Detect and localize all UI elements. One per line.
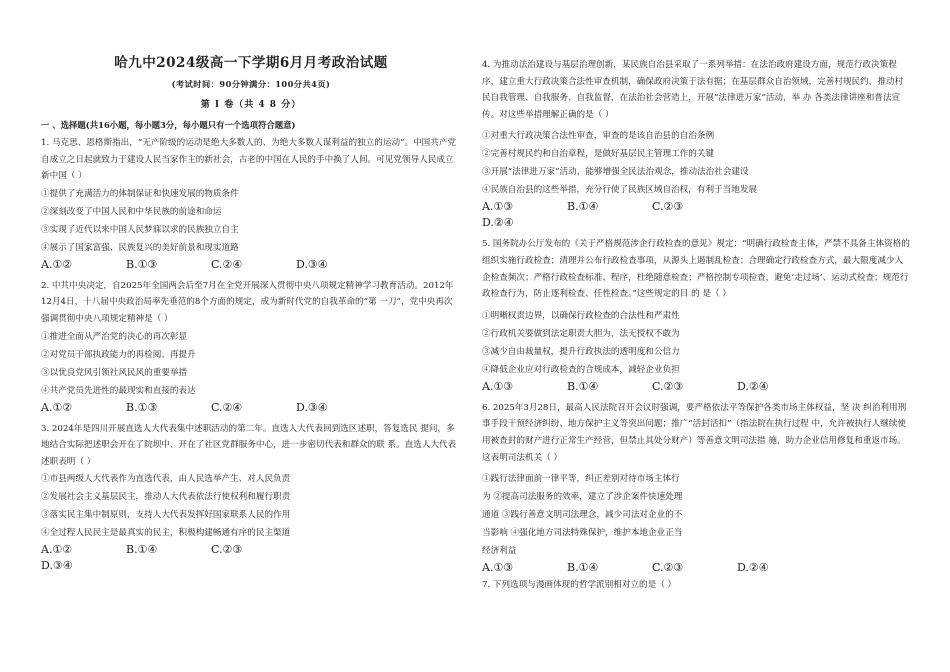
answer-row bbox=[41, 400, 461, 416]
option: ④全过程人民民主是最真实的民主，积极构建畅通有序的民主渠道 bbox=[41, 528, 291, 539]
answer-choice: B.①④ bbox=[567, 561, 599, 575]
question-stem: 5. 国务院办公厅发布的《关于严格规范涉企行政检查的意见》规定：“明确行政检查主体，严禁不具备主体资格的组织实施行政检查；清理并公布行政检查事项，从源头上遏制乱检查；合理确定行政检查方式，最大限度减少入企检查频次；严格行政检查标准、程序，杜绝随意检查；严格控制专项检查，避免‘走过场’、运动式检查；规范行政检查行为，防止逐利检查、任性检查。”这些规定的目 的 是（ ） bbox=[482, 239, 910, 300]
option: ①提供了充满活力的体制保证和快速发展的物质条件 bbox=[41, 188, 239, 199]
question-stem: 6. 2025年3月28日，最高人民法院召开会议时强调，要严格依法平等保护各类市场主体权益，坚 决 纠治利用刑事手段干预经济纠纷、地方保护主义等突出问题；推广“活封活扣”（指法院在执行过程 中，允许被执行人继续使用被查封的财产进行正常生产经营，但禁止其处分财产）等善意文明司法措 施，助力企业信用修复和重返市场。这表明司法机关（ ） bbox=[482, 402, 907, 463]
option: ③落实民主集中制原则，支持人大代表发挥好国家联系人民的作用 bbox=[41, 510, 291, 521]
option: ④共产党员先进性的最现实和直接的表达 bbox=[41, 385, 196, 396]
answer-choice: D.②④ bbox=[737, 561, 769, 575]
answer-choice: C.②③ bbox=[652, 200, 684, 214]
option: ④民族自治县的这些举措，充分行使了民族区域自治权，有利于当地发展 bbox=[482, 185, 758, 196]
option: 经济利益 bbox=[482, 546, 517, 557]
answer-choice: B.①③ bbox=[126, 257, 158, 271]
answer-row bbox=[482, 199, 782, 231]
option: ③实现了近代以来中国人民梦寐以求的民族独立自主 bbox=[41, 224, 239, 235]
answer-choice: C.②③ bbox=[211, 543, 243, 557]
answer-choice: B.①④ bbox=[126, 543, 158, 557]
answer-choice: A.①② bbox=[41, 257, 73, 271]
option: ④降低企业应对行政检查的合规成本，减轻企业负担 bbox=[482, 364, 680, 375]
question-stem: 7. 下列选项与漫画体现的哲学派别相对立的是（ ） bbox=[482, 580, 677, 591]
answer-choice: B.①③ bbox=[126, 400, 158, 414]
answer-choice: A.①③ bbox=[482, 200, 514, 214]
option: ③开展“法律进万家”活动，能够增强全民法治观念，推动法治社会建设 bbox=[482, 167, 749, 178]
option: ①对重大行政决策合法性审查，审查的是该自治县的自治条例 bbox=[482, 131, 715, 142]
answer-choice: A.①③ bbox=[482, 379, 514, 393]
option: ④展示了国家富强、民族复兴的美好前景和现实道路 bbox=[41, 242, 239, 253]
question-2 bbox=[41, 278, 461, 416]
question-3 bbox=[41, 421, 461, 575]
option: ②深刻改变了中国人民和中华民族的前途和命运 bbox=[41, 206, 222, 217]
answer-row bbox=[482, 560, 910, 576]
answer-choice: A.①③ bbox=[482, 561, 514, 575]
answer-row bbox=[41, 257, 461, 273]
question-stem: 3. 2024年是四川开展直选人大代表集中述职活动的第二年。直选人大代表回到选区述职，答复选民 提问，多地结合实际把述职会开在了院坝中、开在了社区党群服务中心，进一步密切代表和群众的联 系。直选人大代表述职表明（ ） bbox=[41, 423, 457, 467]
answer-choice: C.②④ bbox=[211, 400, 243, 414]
question-stem: 2. 中共中央决定，自2025年全国两会后至7月在全党开展深入贯彻中央八项规定精神学习教育活动。2012年12月4日，十八届中央政治局率先垂范的8个方面的规定，成为新时代党的自我革命的“第 一刀”，党中央再次强调贯彻中央八项规定精神是（ ） bbox=[41, 280, 454, 324]
answer-choice: B.①④ bbox=[567, 200, 599, 214]
exam-title: 哈九中2024级高一下学期6月月考政治试题 bbox=[114, 55, 388, 71]
option: ③减少自由裁量权，提升行政执法的透明度和公信力 bbox=[482, 346, 680, 357]
answer-row bbox=[482, 379, 910, 395]
option: ①推进全面从严治党的决心的再次彰显 bbox=[41, 331, 188, 342]
answer-choice: B.①④ bbox=[567, 379, 599, 393]
option: 为 ②提高司法服务的效率，建立了涉企案件快速处理 bbox=[482, 492, 683, 503]
answer-row bbox=[41, 542, 461, 574]
question-4 bbox=[482, 57, 910, 231]
answer-choice: D.③④ bbox=[296, 257, 328, 271]
answer-choice: D.③④ bbox=[41, 559, 73, 573]
answer-choice: C.②④ bbox=[211, 257, 243, 271]
option: 当影响 ④强化地方司法特殊保护，维护本地企业正当 bbox=[482, 528, 683, 539]
section-heading: 第 I 卷（共 4 8 分） bbox=[200, 100, 302, 110]
option: ①践行法律面前一律平等，纠正差别对待市场主体行 bbox=[482, 474, 680, 485]
part-heading: 一 、选择题(共16小题，每小题3分，每小题只有一个选项符合题意) bbox=[41, 120, 296, 130]
answer-choice: D.③④ bbox=[296, 400, 328, 414]
answer-choice: A.①② bbox=[41, 400, 73, 414]
option: ②完善村规民约和自治章程，是做好基层民主管理工作的关键 bbox=[482, 149, 715, 160]
question-7 bbox=[482, 577, 910, 594]
exam-subtitle: (考试时间：90分钟满分：100分共4页) bbox=[171, 79, 331, 89]
answer-choice: C.②③ bbox=[652, 379, 684, 393]
question-5 bbox=[482, 236, 910, 394]
question-6 bbox=[482, 400, 910, 576]
option: ②行政机关要做到法定职责大胆为，法无授权不敢为 bbox=[482, 328, 680, 339]
option: ①市县两级人大代表作为直选代表，由人民选举产生、对人民负责 bbox=[41, 474, 291, 485]
question-1 bbox=[41, 135, 461, 273]
answer-choice: D.②④ bbox=[737, 379, 769, 393]
question-stem: 4. 为推动法治建设与基层治理创新，某民族自治县采取了一系列举措：在法治政府建设方面，规范行政决策程序，建立重大行政决策合法性审查机制，确保政府决策于法有据；在基层群众自治领域，完善村规民约，推动村民自我管理、自我服务、自我监督，在法治社会营造上，开展“法律进万家”活动，举 办 各类法律讲座和普法宣传。对这些举措理解正确的是（ ） bbox=[482, 60, 904, 120]
answer-choice: A.①② bbox=[41, 543, 73, 557]
option: ②发展社会主义基层民主，推动人大代表依法行使权利和履行职责 bbox=[41, 492, 291, 503]
left-column bbox=[41, 0, 461, 574]
option: ③以优良党风引领社风民风的重要举措 bbox=[41, 367, 188, 378]
option: ②对党员干部执政能力的再检阅、再提升 bbox=[41, 349, 196, 360]
answer-choice: D.②④ bbox=[482, 216, 514, 230]
right-column bbox=[482, 56, 910, 594]
answer-choice: C.②③ bbox=[652, 561, 684, 575]
question-stem: 1. 马克思、恩格斯指出，“无产阶级的运动是绝大多数人的、为绝大多数人谋利益的独立的运动”。中国共产党自成立之日起就致力于建设人民当家作主的新社会，古老的中国在人民的手中换了人间。可见党领导人民成立新中国（ ） bbox=[41, 138, 457, 182]
option: 通道 ③践行善意文明司法理念，减少司法对企业的不 bbox=[482, 510, 683, 521]
option: ①明晰权责边界，以确保行政检查的合法性和严肃性 bbox=[482, 310, 680, 321]
